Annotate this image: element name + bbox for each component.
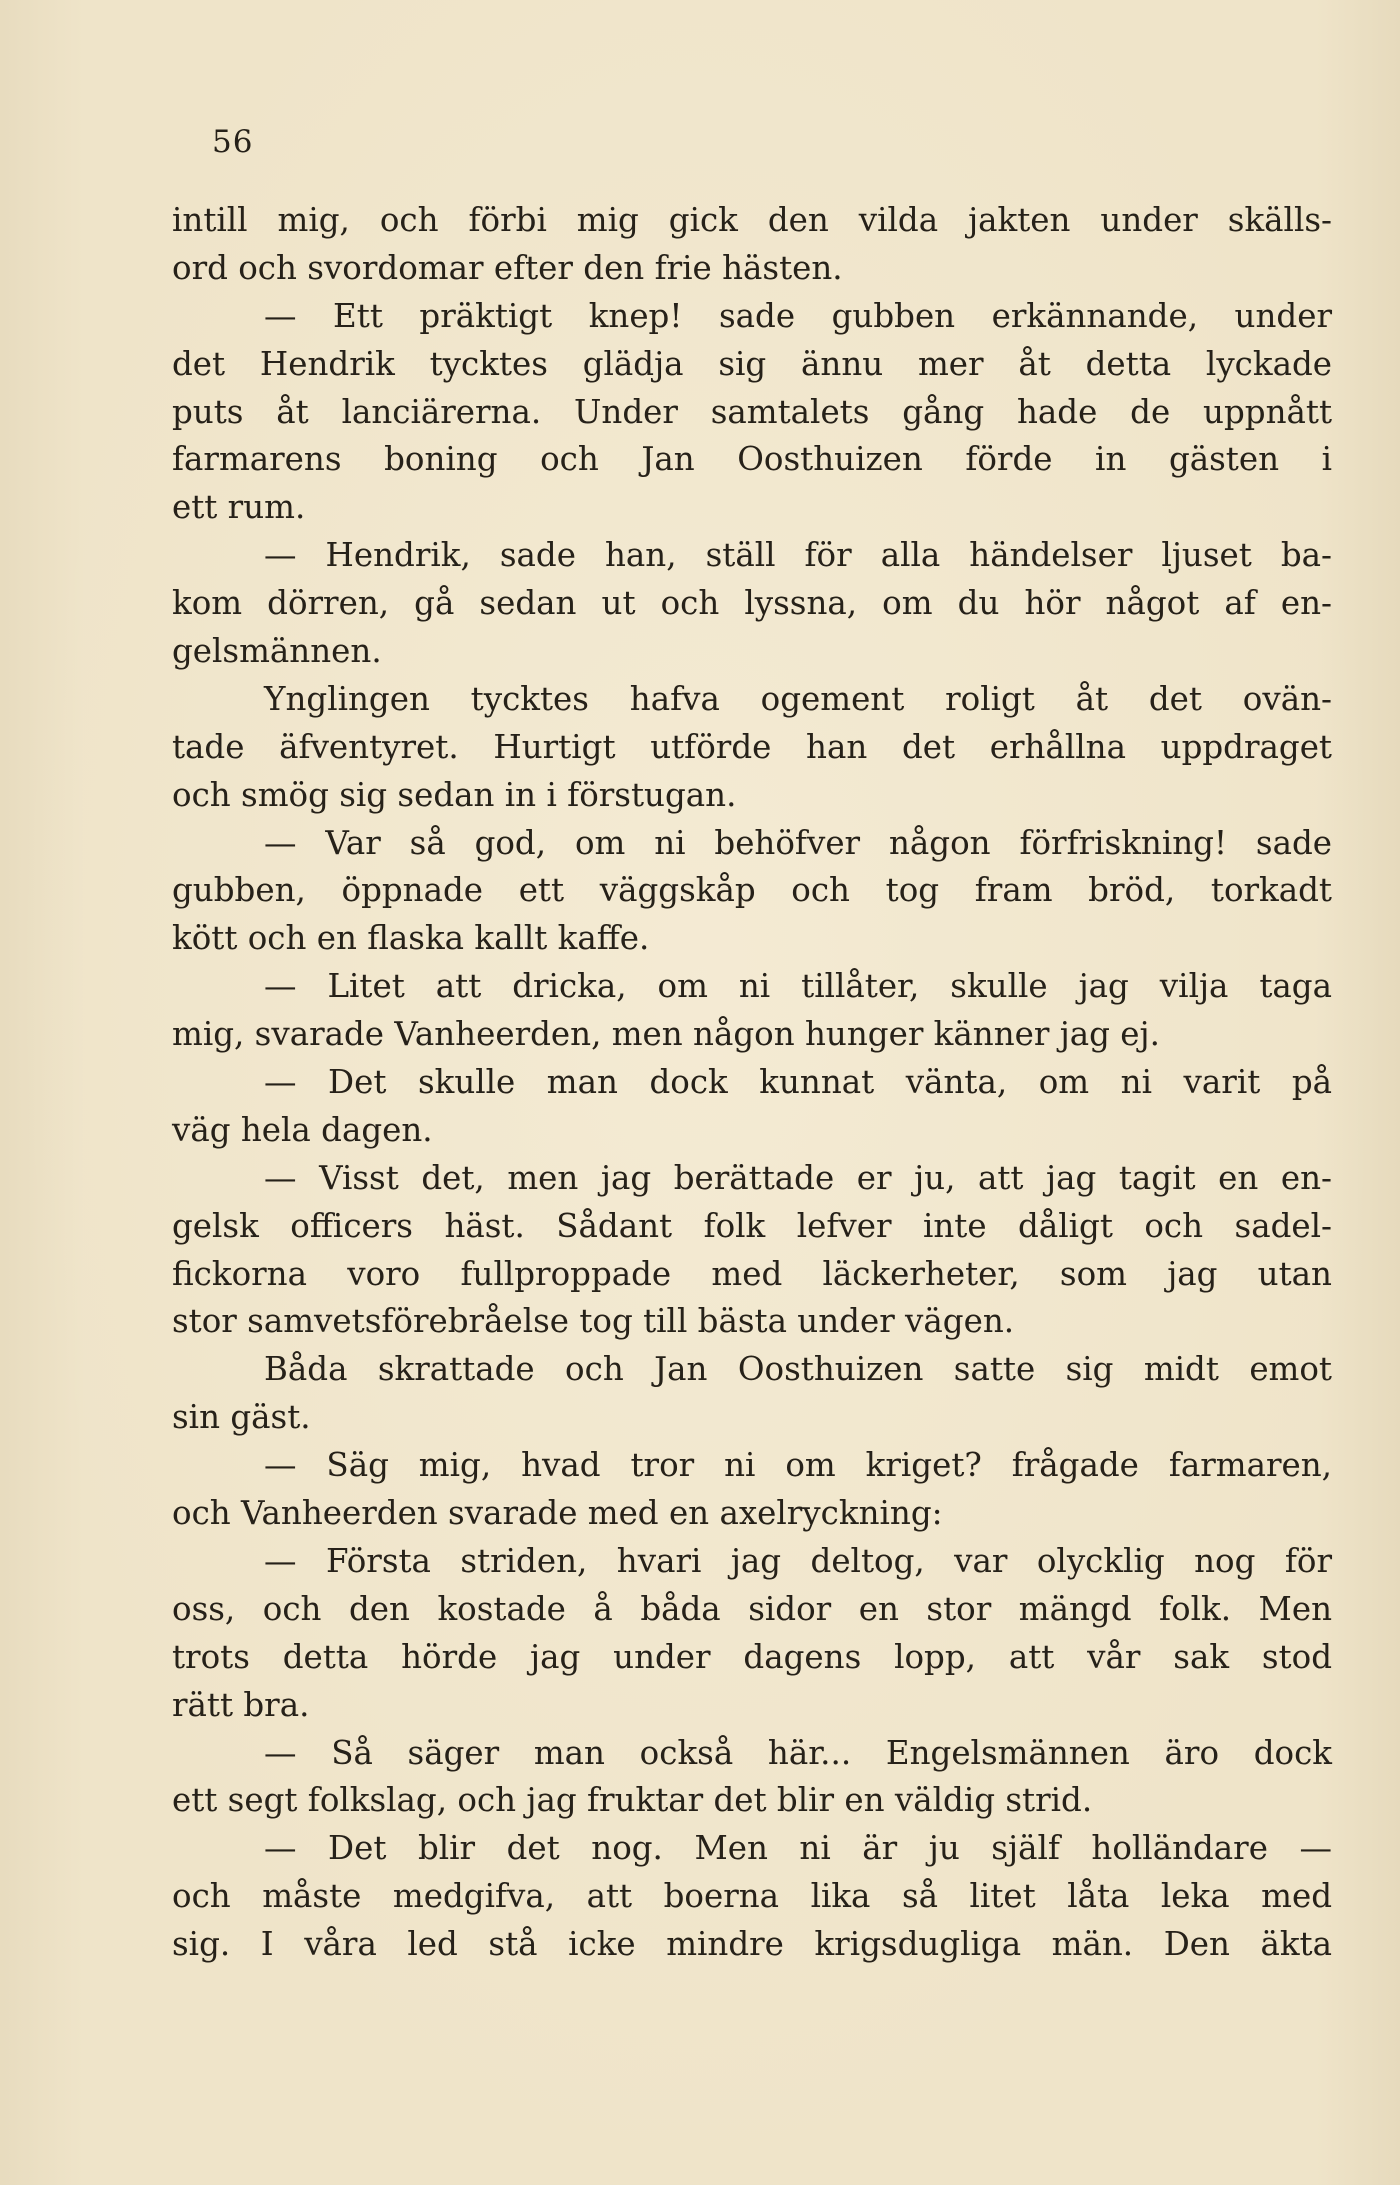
text-line: — Säg mig, hvad tror ni om kriget? frågade farmaren,	[264, 1446, 1332, 1485]
text-line: gubben, öppnade ett väggskåp och tog fram bröd, torkadt	[172, 871, 1332, 910]
text-line: ord och svordomar efter den frie hästen.	[172, 248, 843, 287]
text-line: sig. I våra led stå icke mindre krigsdugliga män. Den äkta	[172, 1925, 1332, 1964]
text-line: väg hela dagen.	[172, 1110, 433, 1149]
text-line: tade äfventyret. Hurtigt utförde han det erhållna uppdraget	[172, 727, 1332, 766]
text-line: farmarens boning och Jan Oosthuizen förde in gästen i	[172, 440, 1332, 479]
text-line: trots detta hörde jag under dagens lopp, att vår sak stod	[172, 1637, 1332, 1676]
text-line: Båda skrattade och Jan Oosthuizen satte sig midt emot	[264, 1350, 1332, 1389]
text-line: Ynglingen tycktes hafva ogement roligt åt det ovän-	[264, 679, 1332, 718]
text-line: — Så säger man också här... Engelsmännen äro dock	[264, 1733, 1332, 1772]
text-line: kött och en flaska kallt kaffe.	[172, 919, 650, 958]
text-line: — Det skulle man dock kunnat vänta, om ni varit på	[264, 1063, 1332, 1102]
text-line: sin gäst.	[172, 1398, 311, 1437]
text-line: — Var så god, om ni behöfver någon förfriskning! sade	[264, 823, 1332, 862]
text-line: det Hendrik tycktes glädja sig ännu mer åt detta lyckade	[172, 344, 1332, 383]
text-line: — Visst det, men jag berättade er ju, att jag tagit en en-	[264, 1158, 1332, 1197]
text-line: puts åt lanciärerna. Under samtalets gång hade de uppnått	[172, 392, 1332, 431]
text-line: stor samvetsförebråelse tog till bästa under vägen.	[172, 1302, 1015, 1341]
text-line: kom dörren, gå sedan ut och lyssna, om du hör något af en-	[172, 584, 1332, 623]
text-line: — Det blir det nog. Men ni är ju själf holländare —	[264, 1829, 1332, 1868]
text-line: fickorna voro fullproppade med läckerheter, som jag utan	[172, 1254, 1332, 1293]
text-line: ett segt folkslag, och jag fruktar det blir en väldig strid.	[172, 1781, 1093, 1820]
text-line: — Första striden, hvari jag deltog, var olycklig nog för	[264, 1541, 1332, 1580]
text-line: — Hendrik, sade han, ställ för alla händelser ljuset ba-	[264, 536, 1332, 575]
page-number: 56	[212, 124, 254, 160]
text-line: oss, och den kostade å båda sidor en stor mängd folk. Men	[172, 1589, 1332, 1628]
text-line: mig, svarade Vanheerden, men någon hunger känner jag ej.	[172, 1015, 1160, 1054]
text-line: — Litet att dricka, om ni tillåter, skulle jag vilja taga	[264, 967, 1332, 1006]
body-text	[172, 197, 1332, 1969]
text-line: — Ett präktigt knep! sade gubben erkännande, under	[264, 296, 1332, 335]
text-line: gelsmännen.	[172, 632, 382, 671]
text-line: intill mig, och förbi mig gick den vilda jakten under skälls-	[172, 201, 1332, 239]
text-line: och smög sig sedan in i förstugan.	[172, 775, 737, 814]
text-line: gelsk officers häst. Sådant folk lefver inte dåligt och sadel-	[172, 1206, 1332, 1245]
text-line: ett rum.	[172, 488, 306, 527]
text-line: och Vanheerden svarade med en axelryckning:	[172, 1494, 943, 1533]
text-line: rätt bra.	[172, 1685, 310, 1724]
text-line: och måste medgifva, att boerna lika så litet låta leka med	[172, 1877, 1332, 1916]
